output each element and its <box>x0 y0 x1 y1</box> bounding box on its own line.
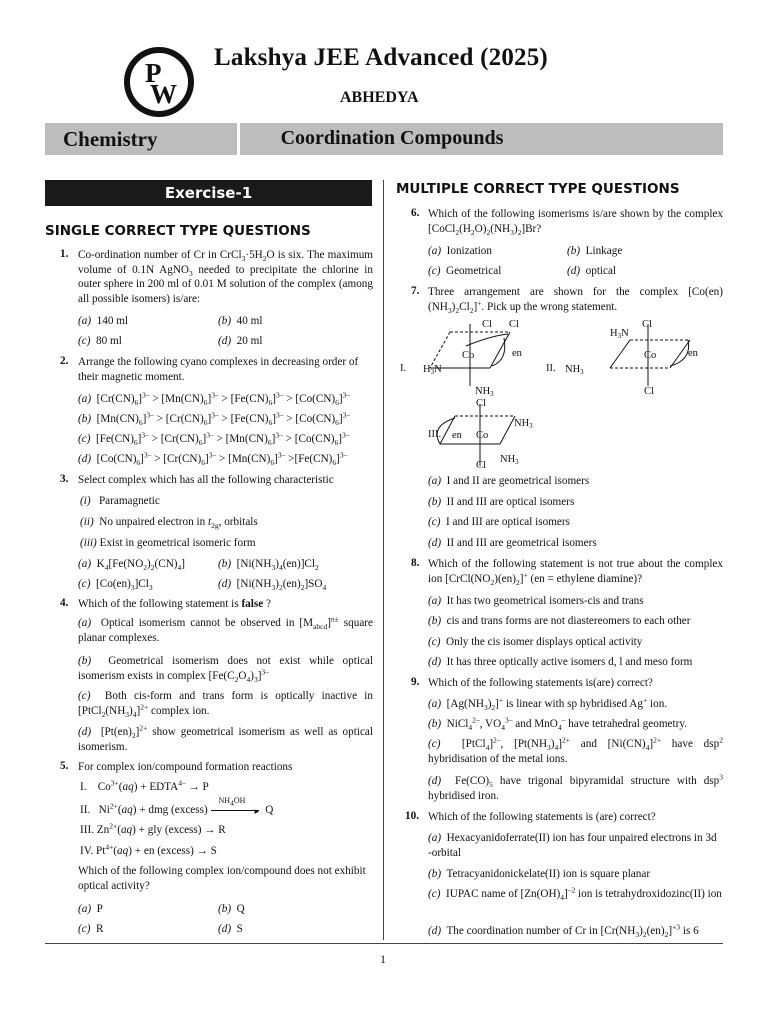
option-d[interactable]: (d) optical <box>567 265 617 277</box>
question-number: 8. <box>411 557 420 569</box>
svg-text:en: en <box>452 430 462 441</box>
option-d[interactable]: (d) $[Pt(en)_2]^{2+}$ show geometrical isomerism as well as optical isomerism. <box>78 723 373 753</box>
chapter-label: Coordination Compounds <box>237 123 544 155</box>
multiple-correct-heading: MULTIPLE CORRECT TYPE QUESTIONS <box>396 181 680 197</box>
option-c[interactable]: (c) Geometrical <box>428 265 502 277</box>
diagram-i-label: I. <box>400 363 407 374</box>
reaction-iii: III. $Zn^{2+}(aq)$ + gly (excess) → R <box>80 821 226 836</box>
question-3-text: Select complex which has all the following characteristic <box>78 474 334 486</box>
diagram-i-en: en <box>512 348 522 359</box>
option-a[interactable]: (a) $[Cr(CN)_6]^{3-} > [Mn(CN)_6]^{3-} > [Fe(CN)_6]^{3-} > [Co(CN)_6]^{3-}$ <box>78 390 351 408</box>
diagram-ii-label: II. <box>546 363 556 374</box>
option-a[interactable]: (a) I and II are geometrical isomers <box>428 475 590 487</box>
exercise-header: Exercise-1 <box>45 180 372 206</box>
option-a[interactable]: (a) $K_4[Fe(NO_2)_2(CN)_4]$ <box>78 558 186 573</box>
chapter-banner <box>45 123 723 155</box>
subject-label: Chemistry <box>63 127 158 151</box>
svg-text:Cl: Cl <box>476 460 486 471</box>
option-b[interactable]: (b) NiCl$_4^{2-}$, $VO_4^{3-}$ and MnO$_4$– have tetrahedral geometry. <box>428 715 687 733</box>
question-6-text: Which of the following isomerisms is/are shown by the complex $[CoCl_2(H_2O)_2(NH_3)_2]Br$? <box>428 208 723 237</box>
option-a[interactable]: (a) Optical isomerism cannot be observed in $[M_{abcd}]^{n\pm}$ square planar complexes. <box>78 614 373 644</box>
svg-text:Cl: Cl <box>642 319 652 330</box>
svg-text:H3N: H3N <box>610 328 629 340</box>
option-b[interactable]: (b) $[Mn(CN)_6]^{3-} > [Cr(CN)_6]^{3-} > [Fe(CN)_6]^{3-} > [Co(CN)_6]^{3-}$ <box>78 410 351 428</box>
option-d[interactable]: (d) 20 ml <box>218 335 263 347</box>
question-2-text: Arrange the following cyano complexes in decreasing order of their magnetic moment. <box>78 356 359 383</box>
footer-rule <box>45 943 723 944</box>
option-a[interactable]: (a) $[Ag(NH_3)_2]^+$ is linear with sp hybridised Ag+ ion. <box>428 695 668 713</box>
option-a[interactable]: (a) Ionization <box>428 245 492 257</box>
option-a[interactable]: (a) P <box>78 903 103 915</box>
question-number: 6. <box>411 207 420 219</box>
question-9-text: Which of the following statements is(are) correct? <box>428 677 653 689</box>
isomer-diagrams <box>400 316 720 471</box>
option-d[interactable]: (d) The coordination number of Cr in $[Cr(NH_3)_2(en)_2]^{+3}$ is 6 <box>428 922 699 940</box>
svg-text:Co: Co <box>644 350 657 361</box>
option-b[interactable]: (b) cis and trans forms are not diastereomers to each other <box>428 615 691 627</box>
option-c[interactable]: (c) [PtCl$_4$]$^{2-}$, $[Pt(NH_3)_4]^{2+}$ and $[Ni(CN)_4]^{2+}$ have dsp$^2$ hybridisation of the metal ions. <box>428 735 723 765</box>
svg-text:Cl: Cl <box>644 386 654 397</box>
column-divider <box>383 180 384 940</box>
svg-text:W: W <box>150 79 177 109</box>
option-d[interactable]: (d) $[Co(CN)_6]^{3-} > [Cr(CN)_6]^{3-} > [Mn(CN)_6]^{3-} >[Fe(CN)_6]^{3-}$ <box>78 450 348 468</box>
option-a[interactable]: (a) 140 ml <box>78 315 129 327</box>
question-10-text: Which of the following statements is (are) correct? <box>428 811 656 823</box>
diagram-i-cl-top2: Cl <box>509 319 519 330</box>
option-c[interactable]: (c) Both cis-form and trans form is optically inactive in $[PtCl_2(NH_3)_4]^{2+}$ complex ion. <box>78 690 373 719</box>
page-number: 1 <box>380 952 386 966</box>
option-b[interactable]: (b) Geometrical isomerism does not exist while optical isomerism exists in complex $[Fe(C_2O_4)_3]^{3-}$ <box>78 655 373 684</box>
option-c[interactable]: (c) Only the cis isomer displays optical activity <box>428 636 643 648</box>
option-b[interactable]: (b) Linkage <box>567 245 623 257</box>
option-c[interactable]: (c) 80 ml <box>78 335 122 347</box>
page-subtitle: ABHEDYA <box>340 89 419 106</box>
option-a[interactable]: (a) It has two geometrical isomers-cis and trans <box>428 595 644 607</box>
question-number: 5. <box>60 760 69 772</box>
question-number: 2. <box>60 355 69 367</box>
option-d[interactable]: (d) $Fe(CO)_5$ have trigonal bipyramidal structure with dsp$^3$ hybridised iron. <box>428 772 724 802</box>
option-d[interactable]: (d) II and III are geometrical isomers <box>428 537 597 549</box>
question-number: 1. <box>60 248 69 260</box>
characteristic-iii: (iii) Exist in geometrical isomeric form <box>80 537 256 549</box>
question-number: 3. <box>60 473 69 485</box>
svg-text:Co: Co <box>476 430 489 441</box>
question-7-text: Three arrangement are shown for the complex $[Co(en)(NH_3)_2Cl_2]^+$. Pick up the wrong statement. <box>428 286 723 315</box>
svg-text:P: P <box>145 58 162 88</box>
question-1-text: Co-ordination number of Cr in $CrCl_3\cdot 5H_2O$ is six. The maximum volume of 0.1N AgNO$_3$ needed to precipitate the chlorine in outer sphere in 200 ml of 0.01 M solution of the complex (among all possible isomers) is/are: <box>78 249 373 305</box>
option-a[interactable]: (a) Hexacyanidoferrate(II) ion has four unpaired electrons in 3d -orbital <box>428 832 717 859</box>
option-c[interactable]: (c) $[Fe(CN)_6]^{3-} > [Cr(CN)_6]^{3-} > [Mn(CN)_6]^{3-} > [Co(CN)_6]^{3-}$ <box>78 430 350 448</box>
characteristic-i: (i) Paramagnetic <box>80 495 160 507</box>
option-c[interactable]: (c) IUPAC name of $[Zn(OH)_4]^{-2}$ ion is tetrahydroxidozinc(II) ion <box>428 885 722 903</box>
question-5-stem: For complex ion/compound formation reactions <box>78 761 293 773</box>
diagram-i-nh3: NH3 <box>475 386 494 398</box>
option-c[interactable]: (c) I and III are optical isomers <box>428 516 570 528</box>
option-d[interactable]: (d) It has three optically active isomers d, l and meso form <box>428 656 693 668</box>
option-b[interactable]: (b) 40 ml <box>218 315 263 327</box>
reaction-i: I. $Co^{3+}(aq)$ + $EDTA^{4-} \to P$ <box>80 778 209 793</box>
option-b[interactable]: (b) Tetracyanidonickelate(II) ion is square planar <box>428 868 651 880</box>
page-title: Lakshya JEE Advanced (2025) <box>214 44 548 71</box>
diagram-i-co: Co <box>462 350 475 361</box>
svg-text:NH3: NH3 <box>565 364 584 376</box>
option-b[interactable]: (b) Q <box>218 903 245 915</box>
option-c[interactable]: (c) R <box>78 923 104 935</box>
question-number: 7. <box>411 285 420 297</box>
option-d[interactable]: (d) $[Ni(NH_3)_2(en)_2]SO_4$ <box>218 578 327 593</box>
reaction-iv: IV. $Pt^{4+}(aq)$ + en (excess) → S <box>80 842 217 857</box>
question-number: 9. <box>411 676 420 688</box>
diagram-iii-label: III. <box>428 429 442 440</box>
question-5-prompt: Which of the following complex ion/compound does not exhibit optical activity? <box>78 865 366 892</box>
option-b[interactable]: (b) $[Ni(NH_3)_4(en)]Cl_2$ <box>218 558 319 573</box>
characteristic-ii: (ii) No unpaired electron in $t_{2g}$, orbitals <box>80 516 258 531</box>
svg-text:Cl: Cl <box>476 398 486 409</box>
option-d[interactable]: (d) S <box>218 923 243 935</box>
svg-text:NH3: NH3 <box>514 418 533 430</box>
single-correct-heading: SINGLE CORRECT TYPE QUESTIONS <box>45 223 311 239</box>
option-c[interactable]: (c) $[Co(en)_3]Cl_3$ <box>78 578 153 593</box>
question-8-text: Which of the following statement is not true about the complex ion $[CrCl(NO_2)(en)_2]^+$ (en = ethylene diamine)? <box>428 558 723 587</box>
question-4-text: Which of the following statement is false ? <box>78 598 271 610</box>
option-b[interactable]: (b) II and III are optical isomers <box>428 496 575 508</box>
reaction-ii: II. $Ni^{2+}(aq)$ + dmg (excess) $NH_4OH$ ▸ Q <box>80 796 274 816</box>
pw-logo <box>124 47 194 117</box>
question-number: 10. <box>405 810 419 822</box>
diagram-i-h3n: H3N <box>423 364 442 376</box>
svg-text:en: en <box>688 348 698 359</box>
question-number: 4. <box>60 597 69 609</box>
svg-text:NH3: NH3 <box>500 454 519 466</box>
diagram-i-cl-top: Cl <box>482 319 492 330</box>
